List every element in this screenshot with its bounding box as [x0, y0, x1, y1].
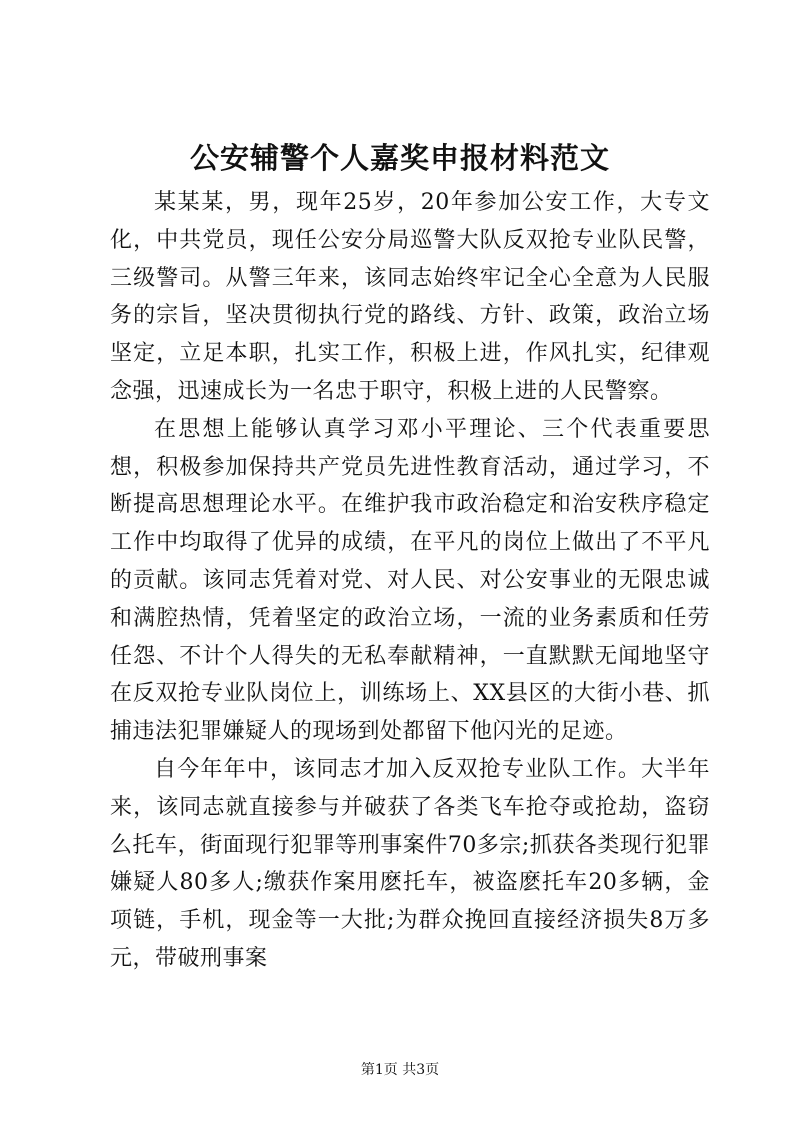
- paragraph-1: 某某某，男，现年25岁，20年参加公安工作，大专文化，中共党员，现任公安分局巡警大队反双抢专业队民警，三级警司。从警三年来，该同志始终牢记全心全意为人民服务的宗旨，坚决贯彻执行党的路线、方针、政策，政治立场坚定，立足本职，扎实工作，积极上进，作风扎实，纪律观念强，迅速成长为一名忠于职守，积极上进的人民警察。: [110, 190, 710, 404]
- paragraph-2: 在思想上能够认真学习邓小平理论、三个代表重要思想，积极参加保持共产党员先进性教育活动，通过学习，不断提高思想理论水平。在维护我市政治稳定和治安秩序稳定工作中均取得了优异的成绩，在平凡的岗位上做出了不平凡的贡献。该同志凭着对党、对人民、对公安事业的无限忠诚和满腔热情，凭着坚定的政治立场，一流的业务素质和任劳任怨、不计个人得失的无私奉献精神，一直默默无闻地坚守在反双抢专业队岗位上，训练场上、XX县区的大街小巷、抓捕违法犯罪嫌疑人的现场到处都留下他闪光的足迹。: [110, 416, 710, 745]
- page-footer: 第1页 共3页: [360, 1062, 440, 1078]
- document-title: 公安辅警个人嘉奖申报材料范文: [189, 141, 610, 175]
- document-body: [110, 184, 710, 978]
- paragraph-3: 自今年年中，该同志才加入反双抢专业队工作。大半年来，该同志就直接参与并破获了各类飞车抢夺或抢劫，盗窃么托车，街面现行犯罪等刑事案件70多宗;抓获各类现行犯罪嫌疑人80多人;缴获作案用麽托车，被盗麽托车20多辆，金项链，手机，现金等一大批;为群众挽回直接经济损失8万多元，带破刑事案: [110, 756, 710, 971]
